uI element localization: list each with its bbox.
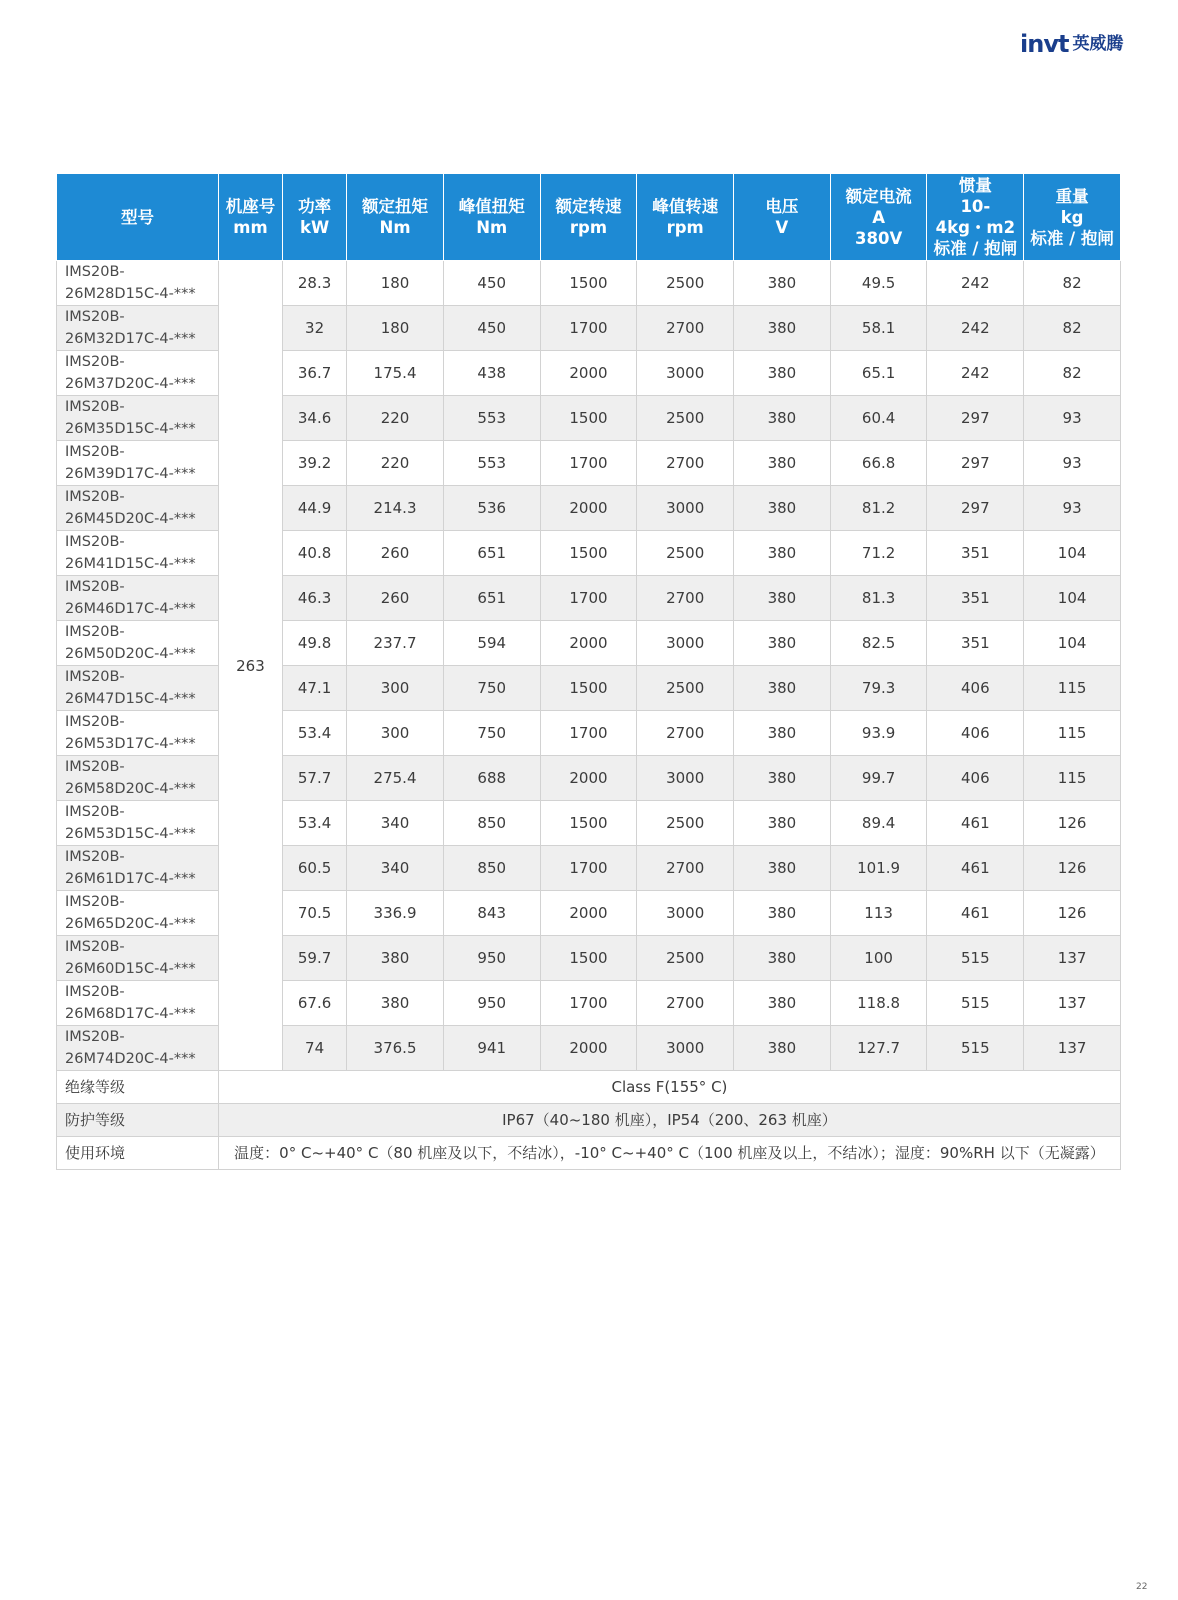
model-line: IMS20B- [65, 354, 125, 370]
peak-torque-cell: 594 [443, 621, 540, 666]
model-line: IMS20B- [65, 714, 125, 730]
column-header-line: 额定扭矩 [362, 197, 429, 216]
rated-torque-cell: 380 [347, 936, 444, 981]
current-cell: 81.3 [830, 576, 927, 621]
power-cell: 53.4 [283, 801, 347, 846]
voltage-cell: 380 [734, 711, 831, 756]
model-line: IMS20B- [65, 309, 125, 325]
column-header [1024, 174, 1121, 261]
peak-speed-cell: 2700 [637, 306, 734, 351]
column-header [637, 174, 734, 261]
peak-torque-cell: 941 [443, 1026, 540, 1071]
weight-cell: 93 [1024, 441, 1121, 486]
voltage-cell: 380 [734, 486, 831, 531]
column-header-line: A [872, 207, 886, 227]
peak-speed-cell: 3000 [637, 486, 734, 531]
rated-speed-cell: 1500 [540, 396, 637, 441]
model-line: 26M53D17C-4-*** [65, 736, 196, 752]
weight-cell: 104 [1024, 531, 1121, 576]
page-number: 22 [1136, 1582, 1148, 1592]
column-header [540, 174, 637, 261]
model-line: 26M45D20C-4-*** [65, 511, 196, 527]
power-cell: 47.1 [283, 666, 347, 711]
spec-footer-label: 防护等级 [57, 1104, 219, 1137]
weight-cell: 137 [1024, 936, 1121, 981]
rated-speed-cell: 2000 [540, 351, 637, 396]
column-header-line: 惯量 [958, 176, 992, 195]
peak-speed-cell: 2500 [637, 396, 734, 441]
inertia-cell: 242 [927, 351, 1024, 396]
current-cell: 79.3 [830, 666, 927, 711]
voltage-cell: 380 [734, 351, 831, 396]
spec-footer-row [57, 1137, 1121, 1170]
spec-footer-row [57, 1071, 1121, 1104]
current-cell: 113 [830, 891, 927, 936]
model-cell [57, 666, 219, 711]
model-line: IMS20B- [65, 399, 125, 415]
model-line: 26M68D17C-4-*** [65, 1006, 196, 1022]
table-row [57, 891, 1121, 936]
table-row [57, 576, 1121, 621]
model-line: 26M61D17C-4-*** [65, 871, 196, 887]
voltage-cell: 380 [734, 846, 831, 891]
current-cell: 99.7 [830, 756, 927, 801]
current-cell: 89.4 [830, 801, 927, 846]
inertia-cell: 406 [927, 711, 1024, 756]
column-header-line: kW [300, 218, 330, 237]
model-line: 26M65D20C-4-*** [65, 916, 196, 932]
inertia-cell: 406 [927, 666, 1024, 711]
column-header-line: 标准 / 抱闸 [1030, 228, 1114, 248]
column-header-line: 电压 [765, 197, 799, 216]
table-row [57, 801, 1121, 846]
peak-speed-cell: 2500 [637, 666, 734, 711]
model-line: 26M39D17C-4-*** [65, 466, 196, 482]
rated-speed-cell: 2000 [540, 486, 637, 531]
peak-torque-cell: 750 [443, 711, 540, 756]
voltage-cell: 380 [734, 756, 831, 801]
voltage-cell: 380 [734, 396, 831, 441]
column-header [830, 174, 927, 261]
rated-torque-cell: 260 [347, 531, 444, 576]
current-cell: 58.1 [830, 306, 927, 351]
rated-speed-cell: 1500 [540, 666, 637, 711]
table-row [57, 846, 1121, 891]
model-line: 26M28D15C-4-*** [65, 286, 196, 302]
spec-footer-label: 绝缘等级 [57, 1071, 219, 1104]
peak-torque-cell: 438 [443, 351, 540, 396]
inertia-cell: 461 [927, 846, 1024, 891]
rated-torque-cell: 180 [347, 306, 444, 351]
voltage-cell: 380 [734, 981, 831, 1026]
weight-cell: 104 [1024, 576, 1121, 621]
peak-speed-cell: 2500 [637, 936, 734, 981]
rated-speed-cell: 1500 [540, 531, 637, 576]
rated-torque-cell: 220 [347, 396, 444, 441]
weight-cell: 82 [1024, 351, 1121, 396]
column-header-line: V [775, 218, 789, 237]
weight-cell: 93 [1024, 486, 1121, 531]
voltage-cell: 380 [734, 576, 831, 621]
peak-speed-cell: 3000 [637, 756, 734, 801]
peak-speed-cell: 2700 [637, 441, 734, 486]
rated-torque-cell: 260 [347, 576, 444, 621]
current-cell: 65.1 [830, 351, 927, 396]
model-line: 26M41D15C-4-*** [65, 556, 196, 572]
table-row [57, 621, 1121, 666]
rated-speed-cell: 1700 [540, 576, 637, 621]
inertia-cell: 351 [927, 576, 1024, 621]
weight-cell: 115 [1024, 756, 1121, 801]
table-row [57, 936, 1121, 981]
power-cell: 34.6 [283, 396, 347, 441]
inertia-cell: 297 [927, 396, 1024, 441]
peak-speed-cell: 3000 [637, 621, 734, 666]
spec-footer-value: IP67（40~180 机座），IP54（200、263 机座） [218, 1104, 1120, 1137]
peak-speed-cell: 2700 [637, 846, 734, 891]
weight-cell: 137 [1024, 1026, 1121, 1071]
voltage-cell: 380 [734, 531, 831, 576]
table-row [57, 351, 1121, 396]
rated-torque-cell: 214.3 [347, 486, 444, 531]
current-cell: 100 [830, 936, 927, 981]
table-row [57, 261, 1121, 306]
model-cell [57, 261, 219, 306]
model-cell [57, 576, 219, 621]
model-cell [57, 351, 219, 396]
rated-speed-cell: 1500 [540, 801, 637, 846]
peak-speed-cell: 2500 [637, 261, 734, 306]
current-cell: 118.8 [830, 981, 927, 1026]
column-header-line: 峰值扭矩 [458, 197, 525, 216]
peak-speed-cell: 2500 [637, 531, 734, 576]
weight-cell: 126 [1024, 801, 1121, 846]
column-header [283, 174, 347, 261]
current-cell: 60.4 [830, 396, 927, 441]
current-cell: 101.9 [830, 846, 927, 891]
inertia-cell: 351 [927, 621, 1024, 666]
rated-torque-cell: 180 [347, 261, 444, 306]
table-row [57, 981, 1121, 1026]
inertia-cell: 406 [927, 756, 1024, 801]
table-row [57, 1026, 1121, 1071]
peak-speed-cell: 3000 [637, 351, 734, 396]
brand-logo-chinese: 英威腾 [1072, 34, 1124, 54]
weight-cell: 82 [1024, 261, 1121, 306]
model-cell [57, 1026, 219, 1071]
rated-torque-cell: 300 [347, 711, 444, 756]
current-cell: 66.8 [830, 441, 927, 486]
weight-cell: 115 [1024, 711, 1121, 756]
power-cell: 49.8 [283, 621, 347, 666]
column-header-line: Nm [476, 218, 508, 237]
rated-speed-cell: 2000 [540, 1026, 637, 1071]
inertia-cell: 242 [927, 306, 1024, 351]
model-line: 26M35D15C-4-*** [65, 421, 196, 437]
column-header-line: 额定转速 [555, 197, 622, 216]
model-cell [57, 531, 219, 576]
peak-speed-cell: 2500 [637, 801, 734, 846]
voltage-cell: 380 [734, 1026, 831, 1071]
spec-footer-value: Class F(155° C) [218, 1071, 1120, 1104]
model-line: 26M47D15C-4-*** [65, 691, 196, 707]
column-header-line: 型号 [120, 207, 154, 227]
model-line: IMS20B- [65, 759, 125, 775]
model-line: 26M74D20C-4-*** [65, 1051, 196, 1067]
model-line: IMS20B- [65, 264, 125, 280]
power-cell: 40.8 [283, 531, 347, 576]
peak-speed-cell: 2700 [637, 576, 734, 621]
model-cell [57, 936, 219, 981]
table-body [57, 261, 1121, 1170]
model-line: 26M32D17C-4-*** [65, 331, 196, 347]
column-header [347, 174, 444, 261]
peak-torque-cell: 651 [443, 576, 540, 621]
model-line: IMS20B- [65, 1029, 125, 1045]
peak-torque-cell: 450 [443, 306, 540, 351]
weight-cell: 126 [1024, 846, 1121, 891]
weight-cell: 93 [1024, 396, 1121, 441]
model-line: IMS20B- [65, 489, 125, 505]
model-line: IMS20B- [65, 804, 125, 820]
model-line: IMS20B- [65, 894, 125, 910]
column-header-line: kg [1060, 207, 1084, 227]
model-cell [57, 711, 219, 756]
rated-speed-cell: 1500 [540, 261, 637, 306]
peak-torque-cell: 850 [443, 846, 540, 891]
power-cell: 74 [283, 1026, 347, 1071]
model-cell [57, 621, 219, 666]
column-header-line: Nm [379, 218, 411, 237]
column-header-line: 峰值转速 [652, 197, 719, 216]
model-line: IMS20B- [65, 534, 125, 550]
peak-torque-cell: 553 [443, 441, 540, 486]
peak-torque-cell: 950 [443, 981, 540, 1026]
power-cell: 28.3 [283, 261, 347, 306]
rated-speed-cell: 1700 [540, 981, 637, 1026]
peak-torque-cell: 950 [443, 936, 540, 981]
model-line: IMS20B- [65, 444, 125, 460]
rated-torque-cell: 376.5 [347, 1026, 444, 1071]
spec-footer-value: 温度：0° C~+40° C（80 机座及以下，不结冰），-10° C~+40° C（100 机座及以上，不结冰）；湿度：90%RH 以下（无凝露） [218, 1137, 1120, 1170]
inertia-cell: 515 [927, 936, 1024, 981]
table-row [57, 531, 1121, 576]
inertia-cell: 515 [927, 981, 1024, 1026]
rated-speed-cell: 1700 [540, 306, 637, 351]
spec-footer-row [57, 1104, 1121, 1137]
brand-logo [1020, 32, 1140, 56]
inertia-cell: 515 [927, 1026, 1024, 1071]
column-header [218, 174, 282, 261]
inertia-cell: 351 [927, 531, 1024, 576]
rated-torque-cell: 237.7 [347, 621, 444, 666]
table-row [57, 441, 1121, 486]
model-cell [57, 846, 219, 891]
table-row [57, 306, 1121, 351]
power-cell: 60.5 [283, 846, 347, 891]
model-line: 26M50D20C-4-*** [65, 646, 196, 662]
column-header [927, 174, 1024, 261]
current-cell: 71.2 [830, 531, 927, 576]
column-header-line: mm [233, 218, 268, 237]
model-line: 26M58D20C-4-*** [65, 781, 196, 797]
inertia-cell: 461 [927, 801, 1024, 846]
rated-speed-cell: 1700 [540, 711, 637, 756]
peak-torque-cell: 850 [443, 801, 540, 846]
voltage-cell: 380 [734, 936, 831, 981]
column-header [443, 174, 540, 261]
weight-cell: 82 [1024, 306, 1121, 351]
table-row [57, 396, 1121, 441]
power-cell: 57.7 [283, 756, 347, 801]
table-row [57, 756, 1121, 801]
rated-speed-cell: 2000 [540, 756, 637, 801]
voltage-cell: 380 [734, 306, 831, 351]
frame-size-cell: 263 [218, 261, 282, 1071]
voltage-cell: 380 [734, 801, 831, 846]
voltage-cell: 380 [734, 891, 831, 936]
column-header-line: 标准 / 抱闸 [933, 239, 1018, 258]
peak-speed-cell: 3000 [637, 891, 734, 936]
peak-speed-cell: 2700 [637, 981, 734, 1026]
inertia-cell: 297 [927, 441, 1024, 486]
model-cell [57, 486, 219, 531]
model-line: IMS20B- [65, 624, 125, 640]
power-cell: 39.2 [283, 441, 347, 486]
model-line: IMS20B- [65, 579, 125, 595]
rated-torque-cell: 220 [347, 441, 444, 486]
column-header [734, 174, 831, 261]
model-line: 26M37D20C-4-*** [65, 376, 196, 392]
weight-cell: 126 [1024, 891, 1121, 936]
weight-cell: 115 [1024, 666, 1121, 711]
model-cell [57, 306, 219, 351]
column-header-line: 额定电流 [845, 186, 912, 206]
power-cell: 70.5 [283, 891, 347, 936]
column-header-line: rpm [569, 218, 608, 237]
peak-torque-cell: 688 [443, 756, 540, 801]
power-cell: 32 [283, 306, 347, 351]
rated-torque-cell: 175.4 [347, 351, 444, 396]
rated-torque-cell: 300 [347, 666, 444, 711]
rated-speed-cell: 2000 [540, 891, 637, 936]
power-cell: 46.3 [283, 576, 347, 621]
table-row [57, 666, 1121, 711]
inertia-cell: 297 [927, 486, 1024, 531]
power-cell: 67.6 [283, 981, 347, 1026]
rated-speed-cell: 1700 [540, 441, 637, 486]
power-cell: 59.7 [283, 936, 347, 981]
rated-torque-cell: 340 [347, 846, 444, 891]
model-line: 26M60D15C-4-*** [65, 961, 196, 977]
current-cell: 82.5 [830, 621, 927, 666]
voltage-cell: 380 [734, 666, 831, 711]
current-cell: 49.5 [830, 261, 927, 306]
rated-torque-cell: 340 [347, 801, 444, 846]
model-line: IMS20B- [65, 669, 125, 685]
model-cell [57, 756, 219, 801]
peak-speed-cell: 2700 [637, 711, 734, 756]
column-header-line: 380V [855, 228, 903, 248]
rated-torque-cell: 275.4 [347, 756, 444, 801]
column-header [57, 174, 219, 261]
peak-torque-cell: 750 [443, 666, 540, 711]
rated-speed-cell: 2000 [540, 621, 637, 666]
weight-cell: 104 [1024, 621, 1121, 666]
peak-speed-cell: 3000 [637, 1026, 734, 1071]
model-cell [57, 801, 219, 846]
model-line: IMS20B- [65, 984, 125, 1000]
table-row [57, 711, 1121, 756]
model-line: 26M46D17C-4-*** [65, 601, 196, 617]
inertia-cell: 461 [927, 891, 1024, 936]
power-cell: 53.4 [283, 711, 347, 756]
model-cell [57, 396, 219, 441]
motor-spec-table [56, 173, 1121, 1170]
voltage-cell: 380 [734, 441, 831, 486]
model-cell [57, 891, 219, 936]
peak-torque-cell: 651 [443, 531, 540, 576]
weight-cell: 137 [1024, 981, 1121, 1026]
column-header-line: 功率 [298, 197, 332, 216]
current-cell: 93.9 [830, 711, 927, 756]
column-header-line: 10- [960, 197, 991, 216]
peak-torque-cell: 450 [443, 261, 540, 306]
column-header-line: rpm [666, 218, 704, 237]
rated-speed-cell: 1500 [540, 936, 637, 981]
column-header-line: 4kg・m2 [935, 218, 1016, 237]
model-line: IMS20B- [65, 849, 125, 865]
power-cell: 36.7 [283, 351, 347, 396]
peak-torque-cell: 553 [443, 396, 540, 441]
peak-torque-cell: 536 [443, 486, 540, 531]
rated-torque-cell: 336.9 [347, 891, 444, 936]
table-row [57, 486, 1121, 531]
current-cell: 127.7 [830, 1026, 927, 1071]
model-cell [57, 441, 219, 486]
voltage-cell: 380 [734, 261, 831, 306]
column-header-line: 机座号 [225, 197, 276, 216]
power-cell: 44.9 [283, 486, 347, 531]
model-cell [57, 981, 219, 1026]
voltage-cell: 380 [734, 621, 831, 666]
spec-footer-label: 使用环境 [57, 1137, 219, 1170]
rated-torque-cell: 380 [347, 981, 444, 1026]
inertia-cell: 242 [927, 261, 1024, 306]
model-line: IMS20B- [65, 939, 125, 955]
rated-speed-cell: 1700 [540, 846, 637, 891]
peak-torque-cell: 843 [443, 891, 540, 936]
current-cell: 81.2 [830, 486, 927, 531]
brand-logo-latin: invt [1020, 30, 1069, 58]
model-line: 26M53D15C-4-*** [65, 826, 196, 842]
column-header-line: 重量 [1055, 186, 1089, 206]
table-header-row [57, 174, 1121, 261]
